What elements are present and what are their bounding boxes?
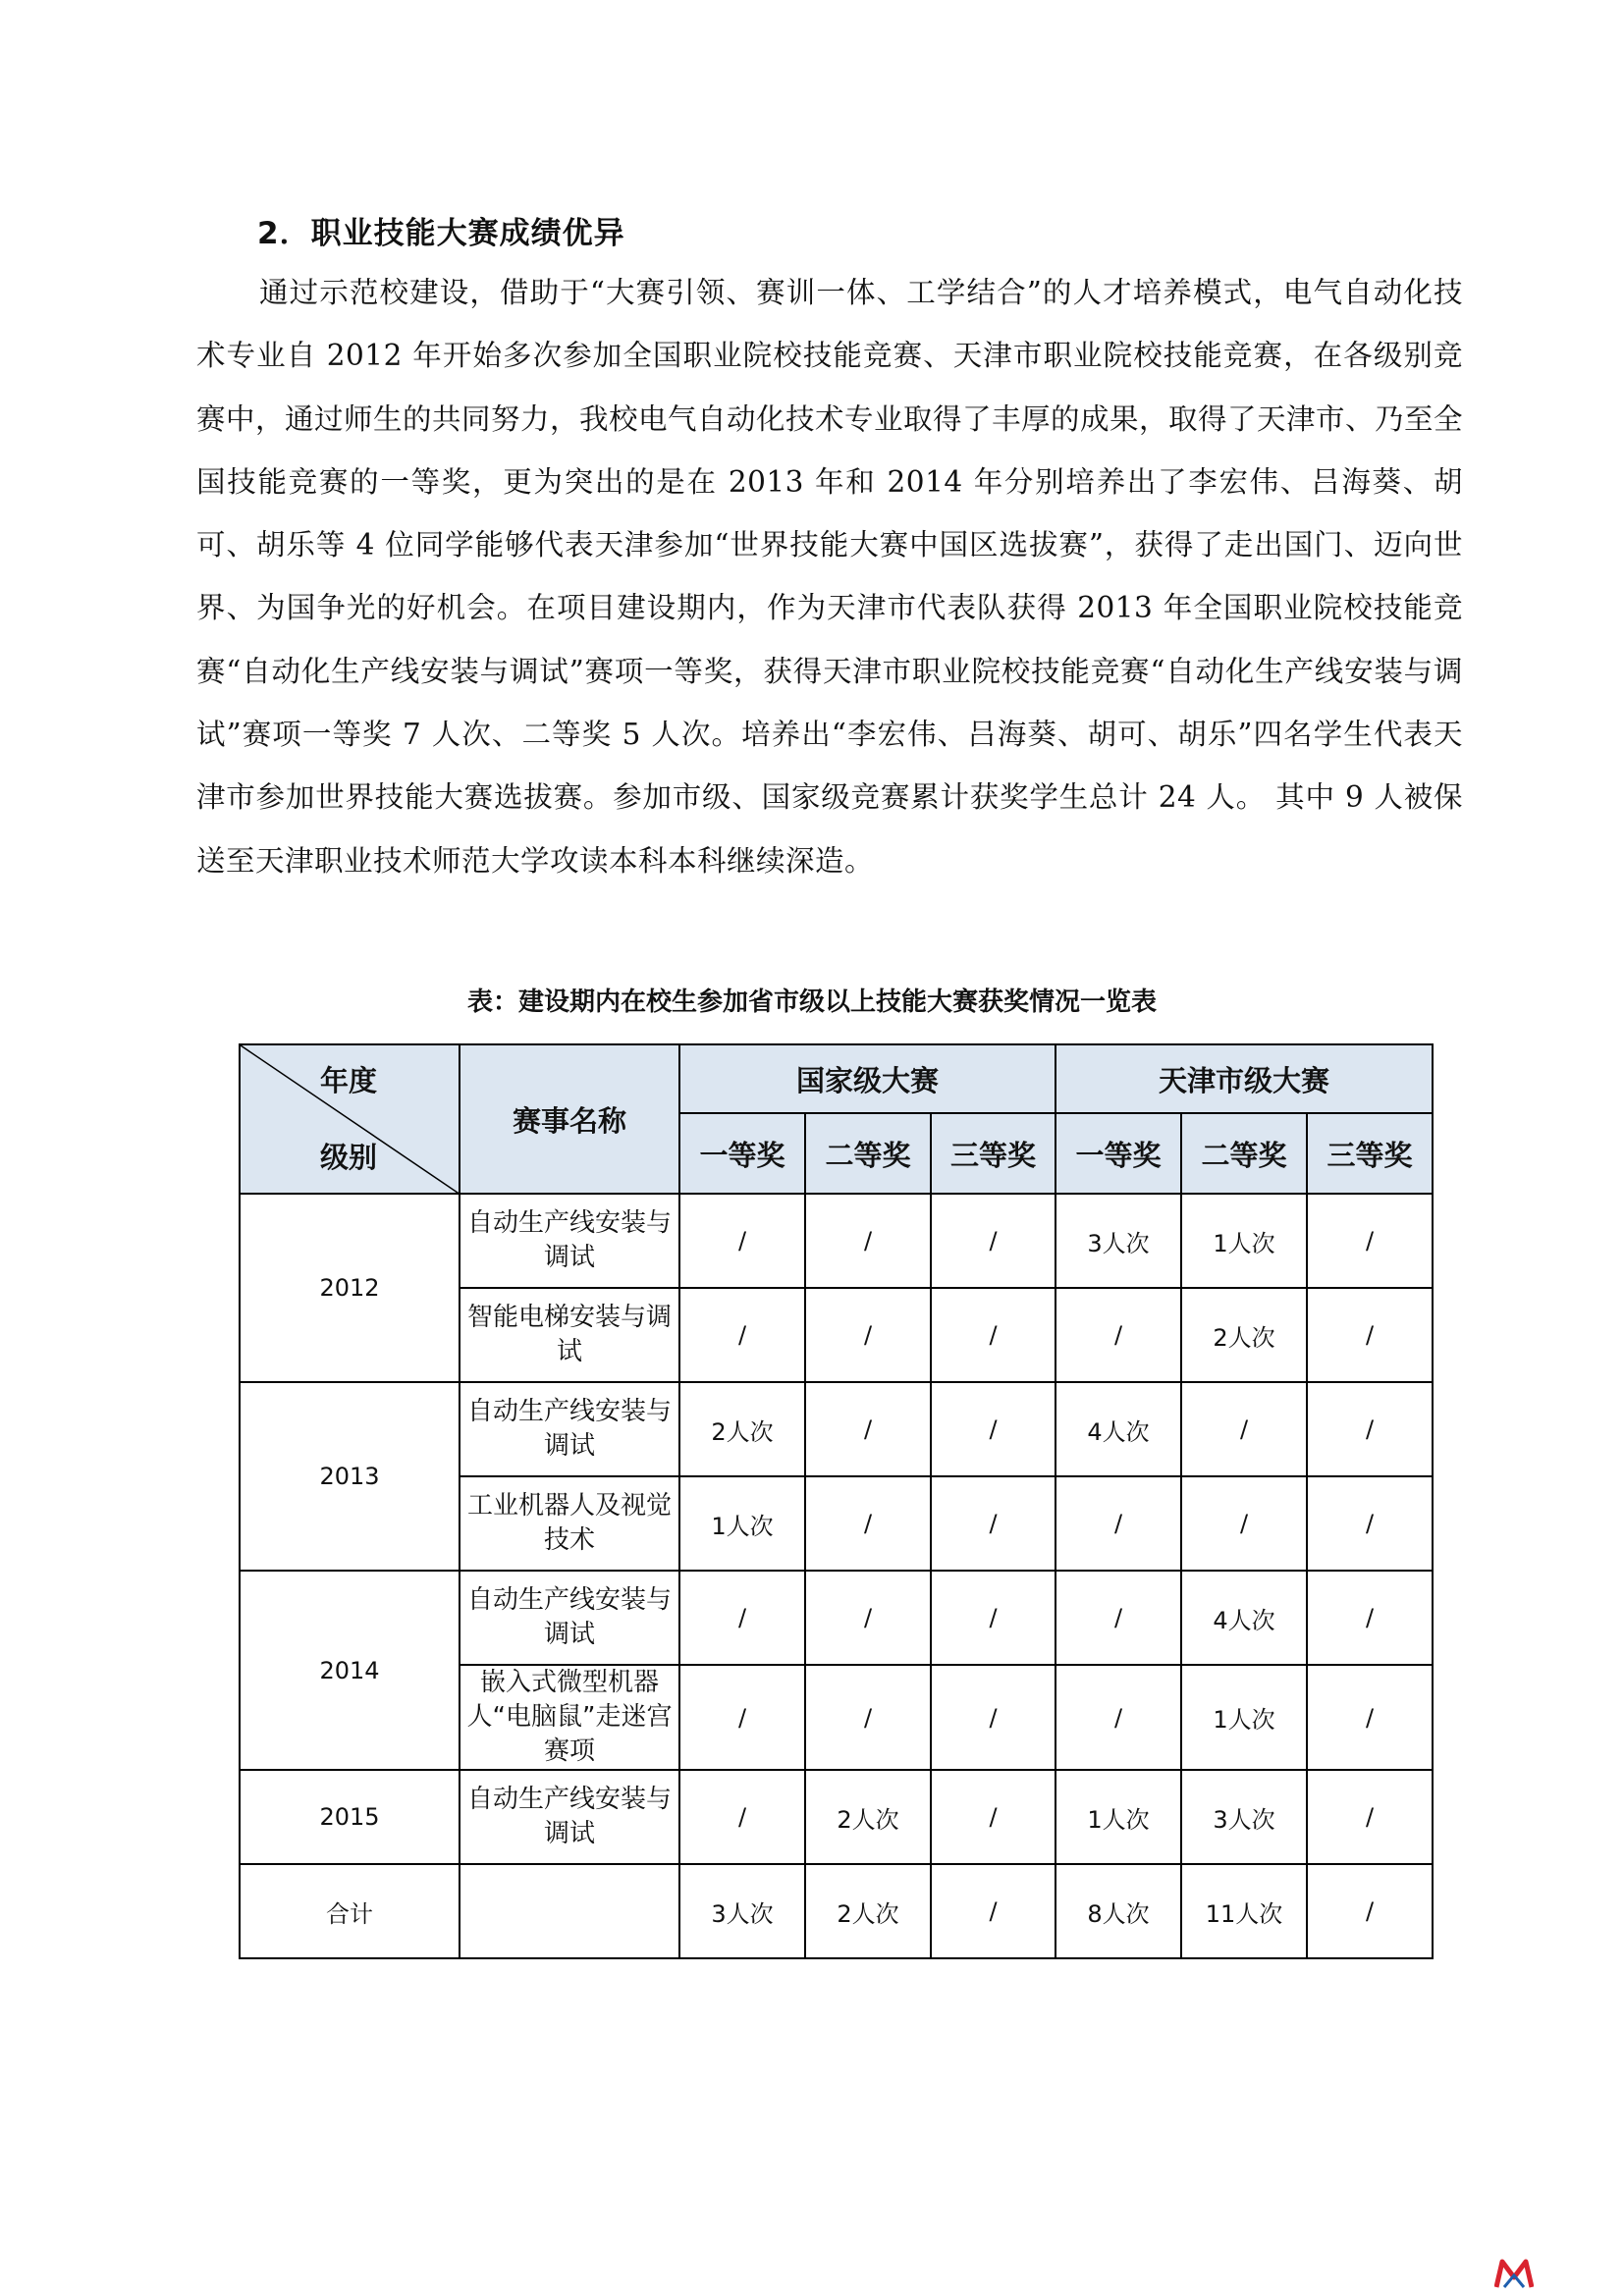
value-cell: / — [931, 1770, 1056, 1864]
value-cell: / — [1307, 1665, 1433, 1770]
event-name-cell: 嵌入式微型机器人“电脑鼠”走迷宫赛项 — [460, 1665, 679, 1770]
value-cell: / — [931, 1288, 1056, 1382]
event-name-cell: 自动生产线安装与调试 — [460, 1571, 679, 1665]
value-cell: / — [1181, 1382, 1307, 1476]
total-name-cell — [460, 1864, 679, 1958]
tianjin-group-header: 天津市级大赛 — [1056, 1044, 1433, 1113]
value-cell: / — [1307, 1382, 1433, 1476]
value-cell: 8人次 — [1056, 1864, 1181, 1958]
value-cell: / — [1307, 1770, 1433, 1864]
body-paragraph: 通过示范校建设，借助于“大赛引领、赛训一体、工学结合”的人才培养模式，电气自动化技术专业自 2012 年开始多次参加全国职业院校技能竞赛、天津市职业院校技能竞赛，在各级别竞赛中，通过师生的共同努力，我校电气自动化技术专业取得了丰厚的成果，取得了天津市、乃至全国技能竞赛的一等奖，更为突出的是在 2013 年和 2014 年分别培养出了李宏伟、吕海葵、胡可、胡乐等 4 位同学能够代表天津参加“世界技能大赛中国区选拔赛”，获得了走出国门、迈向世界、为国争光的好机会。在项目建设期内，作为天津市代表队获得 2013 年全国职业院校技能竞赛“自动化生产线安装与调试”赛项一等奖，获得天津市职业院校技能竞赛“自动化生产线安装与调试”赛项一等奖 7 人次、二等奖 5 人次。培养出“李宏伟、吕海葵、胡可、胡乐”四名学生代表天津市参加世界技能大赛选拔赛。参加市级、国家级竞赛累计获奖学生总计 24 人。 其中 9 人被保送至天津职业技术师范大学攻读本科本科继续深造。 — [196, 276, 1464, 878]
value-cell: / — [679, 1288, 805, 1382]
value-cell: 11人次 — [1181, 1864, 1307, 1958]
awards-table — [239, 1043, 1434, 1959]
value-cell: 3人次 — [1181, 1770, 1307, 1864]
event-name-cell: 自动生产线安装与调试 — [460, 1382, 679, 1476]
table-row — [240, 1382, 1433, 1476]
value-cell: 4人次 — [1056, 1382, 1181, 1476]
corner-year-label: 年度 — [319, 1064, 377, 1097]
value-cell: / — [805, 1288, 931, 1382]
corner-header — [240, 1044, 460, 1194]
value-cell: / — [805, 1476, 931, 1571]
value-cell: / — [1056, 1665, 1181, 1770]
value-cell: / — [931, 1194, 1056, 1288]
value-cell: / — [931, 1864, 1056, 1958]
year-cell: 2014 — [240, 1571, 460, 1770]
year-cell: 2015 — [240, 1770, 460, 1864]
value-cell: / — [679, 1194, 805, 1288]
value-cell: 1人次 — [1056, 1770, 1181, 1864]
value-cell: 1人次 — [1181, 1194, 1307, 1288]
value-cell: / — [931, 1476, 1056, 1571]
value-cell: / — [1056, 1476, 1181, 1571]
table-row — [240, 1571, 1433, 1665]
value-cell: / — [931, 1665, 1056, 1770]
event-name-cell: 工业机器人及视觉技术 — [460, 1476, 679, 1571]
value-cell: 1人次 — [679, 1476, 805, 1571]
value-cell: / — [805, 1571, 931, 1665]
event-name-cell: 自动生产线安装与调试 — [460, 1770, 679, 1864]
value-cell: 1人次 — [1181, 1665, 1307, 1770]
value-cell: / — [805, 1194, 931, 1288]
value-cell: 4人次 — [1181, 1571, 1307, 1665]
table-row — [240, 1770, 1433, 1864]
year-cell: 2013 — [240, 1382, 460, 1571]
value-cell: / — [1307, 1288, 1433, 1382]
value-cell: / — [679, 1665, 805, 1770]
year-cell: 2012 — [240, 1194, 460, 1382]
event-name-cell: 智能电梯安装与调试 — [460, 1288, 679, 1382]
value-cell: 3人次 — [1056, 1194, 1181, 1288]
table-caption: 表：建设期内在校生参加省市级以上技能大赛获奖情况一览表 — [466, 988, 1157, 1017]
value-cell: / — [805, 1665, 931, 1770]
award-header: 二等奖 — [805, 1113, 931, 1194]
value-cell: / — [1181, 1476, 1307, 1571]
national-group-header: 国家级大赛 — [679, 1044, 1056, 1113]
value-cell: / — [679, 1571, 805, 1665]
total-row — [240, 1864, 1433, 1958]
award-header: 二等奖 — [1181, 1113, 1307, 1194]
value-cell: 2人次 — [805, 1770, 931, 1864]
value-cell: / — [931, 1382, 1056, 1476]
value-cell: / — [679, 1770, 805, 1864]
total-label-cell: 合计 — [240, 1864, 460, 1958]
publisher-logo-icon — [1494, 2258, 1534, 2289]
value-cell: / — [1056, 1571, 1181, 1665]
value-cell: / — [805, 1382, 931, 1476]
value-cell: / — [1307, 1864, 1433, 1958]
value-cell: / — [1307, 1571, 1433, 1665]
value-cell: 3人次 — [679, 1864, 805, 1958]
event-name-cell: 自动生产线安装与调试 — [460, 1194, 679, 1288]
award-header: 三等奖 — [1307, 1113, 1433, 1194]
value-cell: 2人次 — [679, 1382, 805, 1476]
value-cell: / — [1307, 1476, 1433, 1571]
value-cell: / — [1307, 1194, 1433, 1288]
event-name-header: 赛事名称 — [460, 1044, 679, 1194]
section-heading: 2．职业技能大赛成绩优异 — [257, 216, 625, 251]
award-header: 一等奖 — [679, 1113, 805, 1194]
value-cell: / — [1056, 1288, 1181, 1382]
award-header: 三等奖 — [931, 1113, 1056, 1194]
award-header: 一等奖 — [1056, 1113, 1181, 1194]
corner-level-label: 级别 — [319, 1141, 377, 1174]
table-row — [240, 1194, 1433, 1288]
value-cell: 2人次 — [805, 1864, 931, 1958]
value-cell: 2人次 — [1181, 1288, 1307, 1382]
value-cell: / — [931, 1571, 1056, 1665]
